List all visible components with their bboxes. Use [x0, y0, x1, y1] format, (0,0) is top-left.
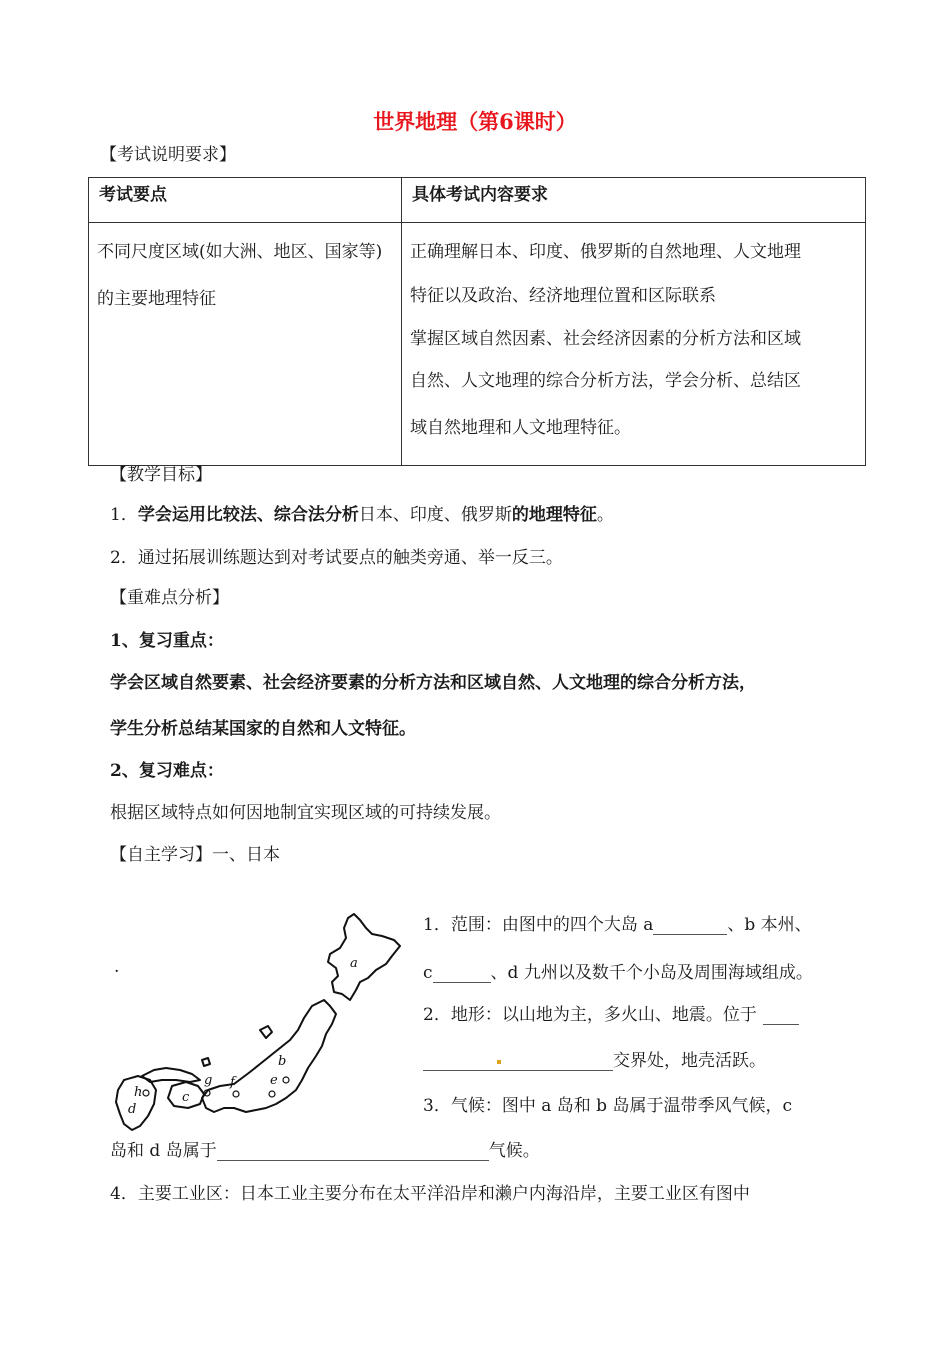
- col2-line: 自然、人文地理的综合分析方法，学会分析、总结区: [410, 371, 801, 391]
- hokkaido-outline: [328, 914, 400, 1000]
- col2-body: [402, 223, 866, 466]
- q3-text-c: 气候。: [488, 1141, 540, 1161]
- key-point-1-line-1: 学会区域自然要素、社会经济要素的分析方法和区域自然、人文地理的综合分析方法，: [110, 673, 756, 693]
- q2-text-b: 交界处，地壳活跃。: [613, 1051, 766, 1071]
- goal-item-1-plain: 日本、印度、俄罗斯: [358, 505, 512, 525]
- table-header-row: [89, 178, 866, 223]
- question-3-line-1: 3．气候：图中 a 岛和 b 岛属于温带季风气候，c: [423, 1096, 792, 1116]
- map-label-g: g: [204, 1073, 213, 1088]
- question-1-line-1: [423, 910, 812, 935]
- table-body-row: [89, 223, 866, 466]
- map-label-d: d: [128, 1102, 137, 1117]
- key-point-1-title: 1、复习重点：: [110, 631, 224, 651]
- exam-requirements-heading: 【考试说明要求】: [100, 145, 236, 165]
- key-point-1-line-2: 学生分析总结某国家的自然和人文特征。: [110, 719, 416, 739]
- col1-header: 考试要点: [89, 178, 402, 223]
- q2-blank-b[interactable]: [423, 1052, 613, 1071]
- map-label-a: a: [350, 956, 358, 971]
- map-label-h: h: [134, 1085, 143, 1100]
- question-1-line-2: [423, 958, 813, 983]
- goal-item-1-bold-a: 学会运用比较法、综合法分析: [137, 505, 359, 525]
- map-label-e: e: [270, 1073, 278, 1088]
- col2-header: 具体考试内容要求: [402, 178, 866, 223]
- col1-body: 不同尺度区域(如大洲、地区、国家等)的主要地理特征: [89, 223, 402, 466]
- stray-mark: [497, 1060, 501, 1064]
- requirements-table: [88, 177, 866, 466]
- col2-line: 正确理解日本、印度、俄罗斯的自然地理、人文地理: [410, 242, 801, 262]
- q1-text-c: c: [423, 963, 433, 983]
- q1-text-b: 、b 本州、: [727, 915, 812, 935]
- q2-blank-a[interactable]: [763, 1006, 799, 1025]
- goal-item-2: 2．通过拓展训练题达到对考试要点的触类旁通、举一反三。: [110, 548, 563, 568]
- q2-text-a: 2．地形：以山地为主，多火山、地震。位于: [423, 1005, 757, 1025]
- japan-map: [110, 910, 415, 1135]
- city-marker-h: [143, 1090, 149, 1096]
- oki-island: [202, 1058, 210, 1066]
- goal-item-1-num: 1．: [110, 505, 138, 525]
- map-label-b: b: [278, 1054, 287, 1069]
- page-title: 世界地理（第6课时）: [373, 109, 577, 134]
- stray-dot: .: [114, 957, 120, 977]
- goal-item-1-bold-b: 的地理特征: [511, 505, 597, 525]
- city-marker-e: [269, 1091, 275, 1097]
- teaching-goals-heading: 【教学目标】: [110, 465, 212, 485]
- col2-line: 域自然地理和人文地理特征。: [410, 418, 631, 438]
- goal-item-1-end: 。: [596, 505, 614, 525]
- col2-line: 特征以及政治、经济地理位置和区际联系: [410, 286, 716, 306]
- q1-blank-c[interactable]: [433, 964, 491, 983]
- key-point-2-text: 根据区域特点如何因地制宜实现区域的可持续发展。: [110, 803, 501, 823]
- map-label-c: c: [182, 1090, 190, 1105]
- q3-blank[interactable]: [217, 1142, 489, 1161]
- question-4-line-1: 4．主要工业区：日本工业主要分布在太平洋沿岸和濑户内海沿岸，主要工业区有图中: [110, 1184, 750, 1204]
- question-2-line-2: [423, 1046, 766, 1071]
- goal-item-1: [110, 500, 614, 525]
- map-label-f: f: [230, 1075, 235, 1090]
- city-marker-f: [233, 1091, 239, 1097]
- q1-text-d: 、d 九州以及数千个小岛及周围海域组成。: [490, 963, 813, 983]
- q1-blank-a[interactable]: [653, 916, 727, 935]
- question-2-line-1: [423, 1000, 799, 1025]
- q3-text-b: 岛和 d 岛属于: [110, 1141, 217, 1161]
- key-point-2-title: 2、复习难点：: [110, 761, 224, 781]
- q1-text-a: 1．范围：由图中的四个大岛 a: [423, 915, 654, 935]
- key-points-heading: 【重难点分析】: [110, 588, 229, 608]
- city-marker-b: [283, 1077, 289, 1083]
- question-3-line-2: [110, 1136, 540, 1161]
- col2-line: 掌握区域自然因素、社会经济因素的分析方法和区域: [410, 329, 801, 349]
- self-study-heading: 【自主学习】一、日本: [110, 845, 280, 865]
- sado-island: [260, 1026, 272, 1038]
